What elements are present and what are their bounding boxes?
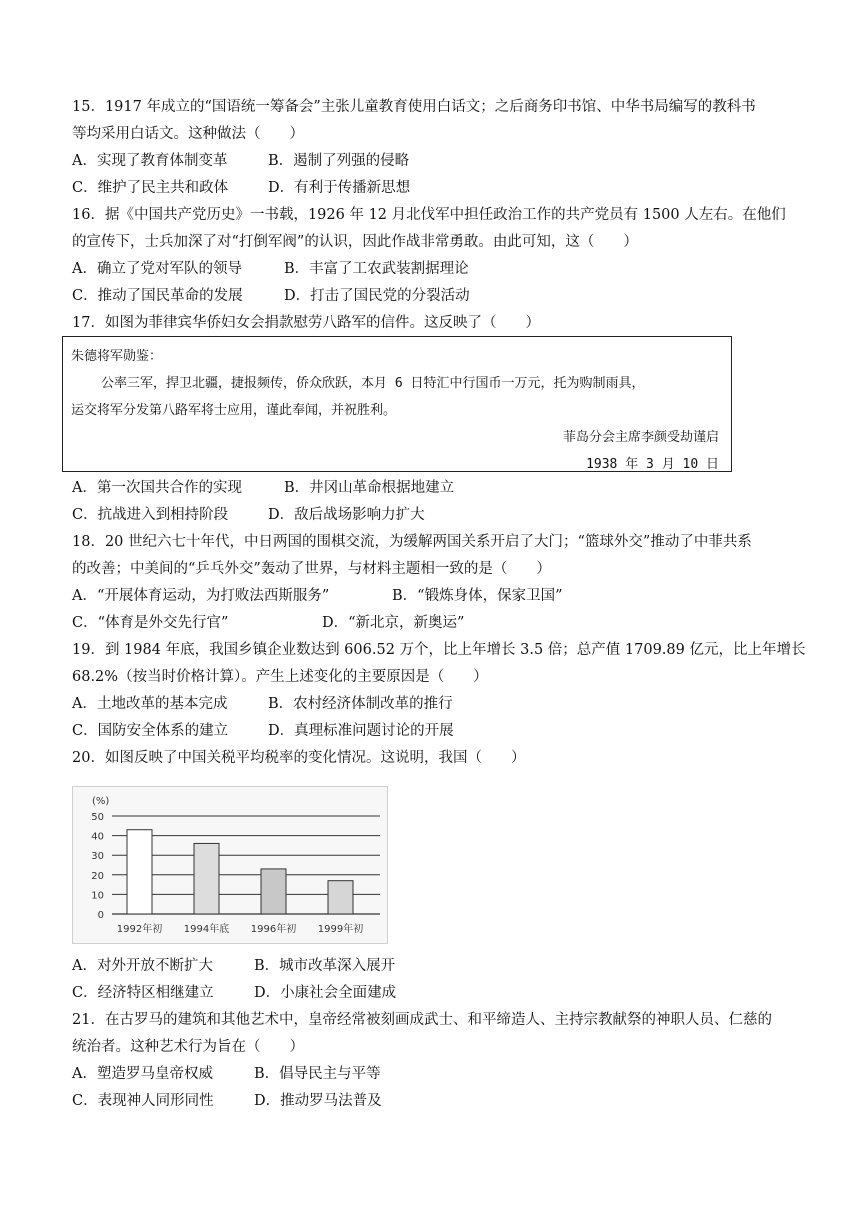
q16-option-b[interactable]: B．丰富了工农武装割据理论 bbox=[284, 261, 469, 277]
q16-option-d[interactable]: D．打击了国民党的分裂活动 bbox=[284, 288, 470, 304]
q17-option-a[interactable]: A．第一次国共合作的实现 bbox=[72, 480, 242, 496]
q17-stem-line1: 17．如图为菲律宾华侨妇女会捐款慰劳八路军的信件。这反映了（ ） bbox=[72, 315, 540, 331]
q21-option-b[interactable]: B．倡导民主与平等 bbox=[254, 1066, 381, 1082]
q19-option-d[interactable]: D．真理标准问题讨论的开展 bbox=[268, 723, 454, 739]
q20-option-c[interactable]: C．经济特区相继建立 bbox=[72, 985, 214, 1001]
q17-letter-box bbox=[62, 336, 732, 472]
letter-body-line2: 运交将军分发第八路军将士应用，谨此奉闻，并祝胜利。 bbox=[71, 403, 397, 418]
chart-y-tick-label: 40 bbox=[91, 831, 104, 843]
q15-option-d[interactable]: D．有利于传播新思想 bbox=[268, 180, 411, 196]
chart-bar bbox=[261, 869, 286, 914]
letter-signature: 菲岛分会主席李颜受劫谨启 bbox=[562, 430, 719, 445]
q15-option-a[interactable]: A．实现了教育体制变革 bbox=[72, 153, 228, 169]
q20-option-b[interactable]: B．城市改革深入展开 bbox=[254, 958, 396, 974]
tariff-rate-chart bbox=[72, 786, 388, 944]
chart-x-tick-label: 1994年底 bbox=[183, 924, 230, 935]
q18-stem-line1: 18．20 世纪六七十年代，中日两国的围棋交流，为缓解两国关系开启了大门；“篮球外交”推动了中菲共系 bbox=[72, 534, 752, 550]
chart-bar bbox=[194, 843, 219, 914]
chart-y-axis-label: (%) bbox=[92, 796, 110, 807]
q15-option-c[interactable]: C．维护了民主共和政体 bbox=[72, 180, 229, 196]
q17-option-b[interactable]: B．井冈山革命根据地建立 bbox=[284, 480, 455, 496]
q18-option-a[interactable]: A．“开展体育运动，为打败法西斯服务” bbox=[72, 588, 330, 604]
q18-option-d[interactable]: D．“新北京，新奥运” bbox=[322, 615, 465, 631]
chart-y-tick-label: 10 bbox=[91, 890, 104, 902]
q15-stem-line1: 15．1917 年成立的“国语统一筹备会”主张儿童教育使用白话文；之后商务印书馆、中华书局编写的教科书 bbox=[72, 99, 756, 115]
chart-bar bbox=[328, 881, 353, 914]
q18-option-b[interactable]: B．“锻炼身体，保家卫国” bbox=[392, 588, 563, 604]
chart-x-tick-label: 1992年初 bbox=[116, 924, 163, 935]
tariff-chart-svg bbox=[72, 786, 388, 944]
q20-option-d[interactable]: D．小康社会全面建成 bbox=[254, 985, 397, 1001]
q21-option-d[interactable]: D．推动罗马法普及 bbox=[254, 1093, 382, 1109]
chart-y-tick-label: 0 bbox=[97, 910, 104, 921]
q17-option-d[interactable]: D．敌后战场影响力扩大 bbox=[268, 507, 425, 523]
q19-option-b[interactable]: B．农村经济体制改革的推行 bbox=[268, 696, 453, 712]
chart-y-tick-label: 30 bbox=[91, 851, 104, 863]
q18-stem-line2: 的改善；中美间的“乒乓外交”轰动了世界，与材料主题相一致的是（ ） bbox=[72, 561, 551, 577]
q19-option-c[interactable]: C．国防安全体系的建立 bbox=[72, 723, 229, 739]
q21-stem-line1: 21．在古罗马的建筑和其他艺术中，皇帝经常被刻画成武士、和平缔造人、主持宗教献祭的神职人员、仁慈的 bbox=[72, 1012, 772, 1028]
q20-option-a[interactable]: A．对外开放不断扩大 bbox=[72, 958, 213, 974]
q15-stem-line2: 等均采用白话文。这种做法（ ） bbox=[72, 126, 304, 142]
q16-stem-line2: 的宣传下，士兵加深了对“打倒军阀”的认识，因此作战非常勇敢。由此可知，这（ ） bbox=[72, 234, 638, 250]
letter-body-line1: 公率三军，捍卫北疆，捷报频传，侨众欣跃，本月 6 日特汇中行国币一万元，托为购制雨具， bbox=[101, 376, 645, 391]
letter-salutation: 朱德将军勋鉴： bbox=[71, 349, 163, 364]
chart-y-tick-label: 50 bbox=[91, 812, 104, 823]
chart-x-tick-label: 1996年初 bbox=[250, 924, 297, 935]
q18-option-c[interactable]: C．“体育是外交先行官” bbox=[72, 615, 229, 631]
q19-stem-line2: 68.2%（按当时价格计算）。产生上述变化的主要原因是（ ） bbox=[72, 669, 488, 685]
q17-option-c[interactable]: C．抗战进入到相持阶段 bbox=[72, 507, 229, 523]
q19-option-a[interactable]: A．土地改革的基本完成 bbox=[72, 696, 228, 712]
q16-option-c[interactable]: C．推动了国民革命的发展 bbox=[72, 288, 243, 304]
chart-x-tick-label: 1999年初 bbox=[317, 924, 364, 935]
q20-stem-line1: 20．如图反映了中国关税平均税率的变化情况。这说明，我国（ ） bbox=[72, 750, 526, 766]
q19-stem-line1: 19．到 1984 年底，我国乡镇企业数达到 606.52 万个，比上年增长 3.5 倍；总产值 1709.89 亿元，比上年增长 bbox=[72, 642, 806, 658]
letter-date: 1938 年 3 月 10 日 bbox=[586, 457, 719, 472]
chart-frame bbox=[73, 787, 388, 944]
chart-bar bbox=[127, 830, 152, 914]
chart-y-tick-label: 20 bbox=[91, 870, 104, 882]
q21-option-a[interactable]: A．塑造罗马皇帝权威 bbox=[72, 1066, 213, 1082]
q16-option-a[interactable]: A．确立了党对军队的领导 bbox=[72, 261, 242, 277]
q21-stem-line2: 统治者。这种艺术行为旨在（ ） bbox=[72, 1039, 304, 1055]
q16-stem-line1: 16．据《中国共产党历史》一书载，1926 年 12 月北伐军中担任政治工作的共产党员有 1500 人左右。在他们 bbox=[72, 207, 786, 223]
q21-option-c[interactable]: C．表现神人同形同性 bbox=[72, 1093, 214, 1109]
q15-option-b[interactable]: B．遏制了列强的侵略 bbox=[268, 153, 410, 169]
